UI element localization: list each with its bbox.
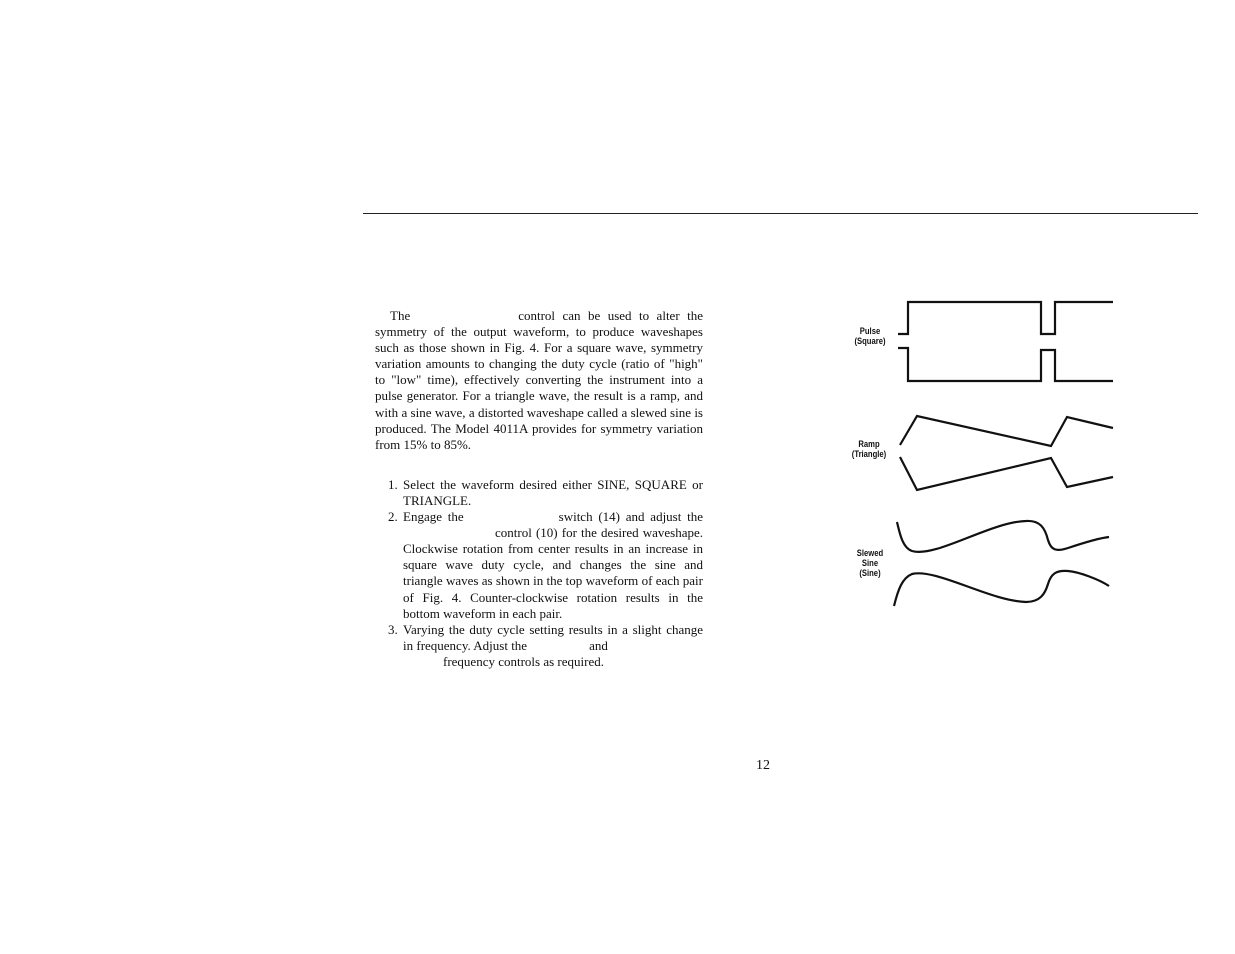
step-text xyxy=(403,509,703,622)
procedure-list xyxy=(375,477,703,670)
step-3-part-1: Varying the duty cycle setting results in a slight change in frequency. Adjust the xyxy=(403,621,703,653)
pulse-label-line-1: Pulse xyxy=(859,326,881,336)
body-text-column xyxy=(375,308,703,670)
slewed-label-line-1: Slewed xyxy=(856,548,884,558)
procedure-step-3 xyxy=(388,622,703,670)
ramp-wave-bottom xyxy=(900,457,1113,490)
step-2-part-3: control (10) for the desired waveshape. Clockwise rotation from center results in an increase in square wave duty cycle, and changes the sine and triangle waves as shown in the top waveform of each pair of Fig. 4. Counter-clockwise rotation results in the bottom waveform in each pair. xyxy=(403,525,703,621)
slewed-label-line-3: (Sine) xyxy=(859,568,881,578)
slewed-sine-top xyxy=(897,521,1109,552)
page-number: 12 xyxy=(756,758,770,773)
ramp-label-line-1: Ramp xyxy=(858,439,880,449)
step-text xyxy=(403,622,703,670)
step-2-part-1: Engage the xyxy=(403,509,464,525)
step-number: 3. xyxy=(388,621,398,637)
pulse-wave-top xyxy=(898,302,1113,334)
header-rule xyxy=(363,213,1198,214)
ramp-label xyxy=(843,439,896,459)
step-2-part-2: switch (14) and adjust the xyxy=(558,509,703,525)
pulse-label xyxy=(845,326,896,346)
slewed-sine-bottom xyxy=(894,571,1109,606)
intro-paragraph xyxy=(375,308,703,453)
intro-prefix: The xyxy=(390,308,411,323)
step-number: 2. xyxy=(388,509,398,525)
pulse-label-line-2: (Square) xyxy=(854,336,886,346)
slewed-sine-label xyxy=(845,548,896,578)
waveform-figure xyxy=(840,290,1120,620)
ramp-wave-top xyxy=(900,416,1113,446)
ramp-label-line-2: (Triangle) xyxy=(851,449,887,459)
procedure-step-2 xyxy=(388,509,703,622)
procedure-step-1 xyxy=(388,477,703,509)
pulse-wave-bottom xyxy=(898,348,1113,381)
step-3-part-2: and xyxy=(589,637,608,653)
step-3-part-3: frequency controls as required. xyxy=(443,653,604,669)
step-number: 1. xyxy=(388,476,398,492)
intro-text: control can be used to alter the symmetry of the output waveform, to produce waveshapes such as those shown in Fig. 4. For a square wave, symmetry variation amounts to changing the duty cycle (ratio of "high" to "low" time), effectively converting the instrument into a pulse generator. For a triangle wave, the result is a ramp, and with a sine wave, a distorted waveshape called a slewed sine is produced. The Model 4011A provides for symmetry variation from 15% to 85%. xyxy=(375,308,703,452)
step-text: Select the waveform desired either SINE, SQUARE or TRIANGLE. xyxy=(403,476,703,508)
slewed-label-line-2: Sine xyxy=(861,558,879,568)
